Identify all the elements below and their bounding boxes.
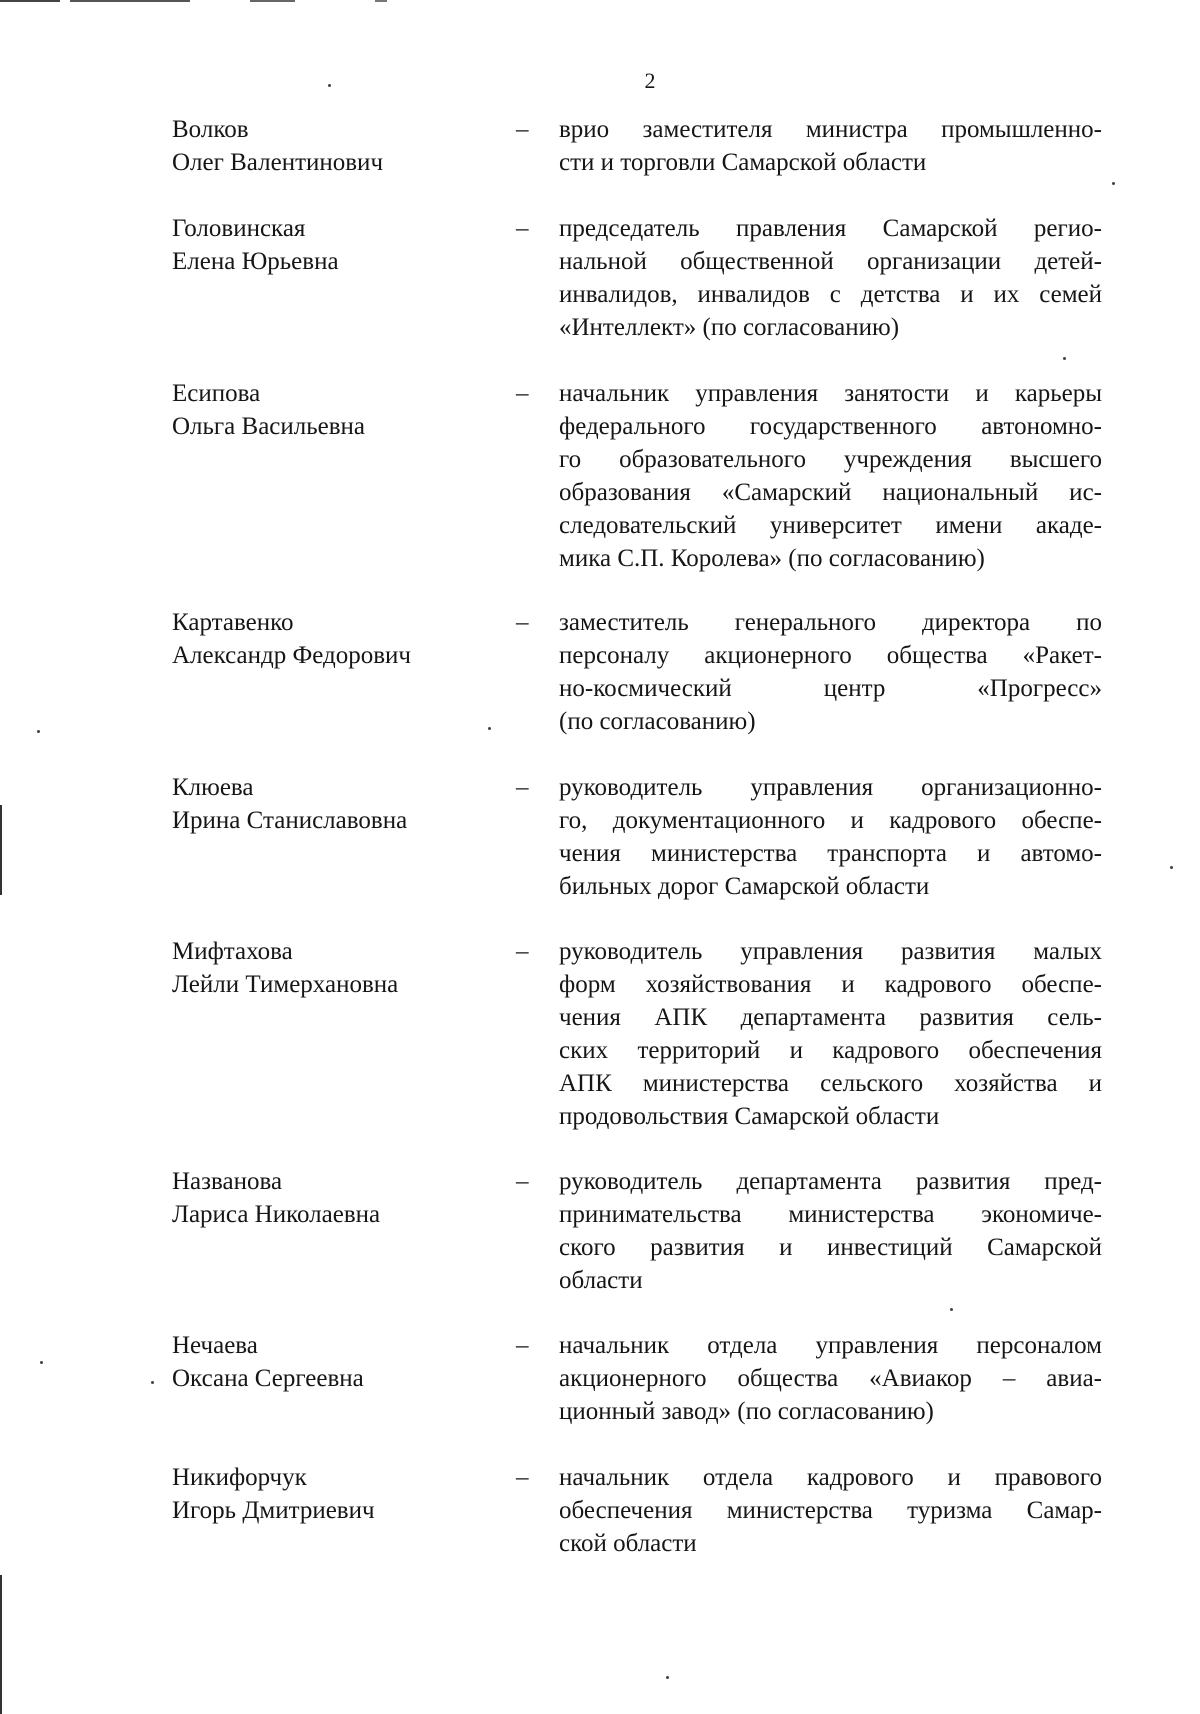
member-given-names: Лариса Николаевна (172, 1201, 381, 1228)
position-line: сти и торговли Самарской области (559, 149, 927, 176)
position-line: руководитель управления развития малых (559, 938, 1102, 965)
member-position (559, 1329, 1102, 1428)
separator-dash: – (516, 215, 529, 242)
scan-speck (40, 1361, 43, 1364)
position-line: но-космический центр «Прогресс» (559, 675, 1102, 702)
member-name (172, 1329, 492, 1395)
member-name (172, 1461, 492, 1527)
scan-edge-artifact (0, 805, 2, 895)
member-given-names: Александр Федорович (172, 642, 411, 669)
position-line: инвалидов, инвалидов с детства и их семей (559, 281, 1102, 308)
member-given-names: Оксана Сергеевна (172, 1365, 364, 1392)
position-line: следовательский университет имени акаде- (559, 512, 1102, 539)
position-line: образования «Самарский национальный ис- (559, 479, 1102, 506)
scan-speck (37, 730, 40, 733)
member-surname: Есипова (172, 380, 261, 407)
member-name (172, 377, 492, 443)
position-line: области (559, 1267, 643, 1294)
member-given-names: Елена Юрьевна (172, 248, 339, 275)
position-line: го образовательного учреждения высшего (559, 446, 1102, 473)
member-surname: Картавенко (172, 609, 294, 636)
position-line: начальник отдела управления персоналом (559, 1332, 1102, 1359)
member-given-names: Олег Валентинович (172, 149, 384, 176)
member-name (172, 935, 492, 1001)
position-line: го, документационного и кадрового обеспе- (559, 807, 1102, 834)
member-name (172, 113, 492, 179)
member-name (172, 1165, 492, 1231)
member-position (559, 935, 1102, 1133)
position-line: акционерного общества «Авиакор – авиа- (559, 1365, 1102, 1392)
position-line: ского развития и инвестиций Самарской (559, 1234, 1102, 1261)
separator-dash: – (516, 380, 529, 407)
scan-speck (488, 727, 491, 730)
position-line: «Интеллект» (по согласованию) (559, 314, 900, 341)
position-line: форм хозяйствования и кадрового обеспе- (559, 971, 1102, 998)
member-position (559, 113, 1102, 179)
member-given-names: Ольга Васильевна (172, 413, 366, 440)
position-line: продовольствия Самарской области (559, 1103, 940, 1130)
position-line: принимательства министерства экономиче- (559, 1201, 1102, 1228)
scan-speck (950, 1308, 953, 1311)
member-name (172, 212, 492, 278)
separator-dash: – (516, 116, 529, 143)
position-line: мика С.П. Королева» (по согласованию) (559, 545, 985, 572)
member-position (559, 377, 1102, 575)
member-surname: Волков (172, 116, 249, 143)
position-line: АПК министерства сельского хозяйства и (559, 1070, 1102, 1097)
scan-speck (666, 1676, 669, 1679)
member-surname: Названова (172, 1168, 283, 1195)
separator-dash: – (516, 1464, 529, 1491)
member-position (559, 1461, 1102, 1560)
scan-speck (1063, 357, 1066, 360)
member-name (172, 771, 492, 837)
separator-dash: – (516, 938, 529, 965)
member-position (559, 606, 1102, 738)
separator-dash: – (516, 609, 529, 636)
member-surname: Мифтахова (172, 938, 293, 965)
member-surname: Нечаева (172, 1332, 258, 1359)
position-line: нальной общественной организации детей- (559, 248, 1102, 275)
position-line: (по согласованию) (559, 708, 756, 735)
position-line: ских территорий и кадрового обеспечения (559, 1037, 1102, 1064)
position-line: ционный завод» (по согласованию) (559, 1398, 934, 1425)
position-line: начальник управления занятости и карьеры (559, 380, 1102, 407)
position-line: обеспечения министерства туризма Самар- (559, 1497, 1102, 1524)
member-given-names: Лейли Тимерхановна (172, 971, 399, 998)
position-line: заместитель генерального директора по (559, 609, 1102, 636)
separator-dash: – (516, 1332, 529, 1359)
member-name (172, 606, 492, 672)
position-line: чения АПК департамента развития сель- (559, 1004, 1102, 1031)
member-surname: Клюева (172, 774, 254, 801)
position-line: бильных дорог Самарской области (559, 873, 930, 900)
member-surname: Никифорчук (172, 1464, 307, 1491)
member-given-names: Ирина Станиславовна (172, 807, 408, 834)
position-line: врио заместителя министра промышленно- (559, 116, 1102, 143)
position-line: руководитель управления организационно- (559, 774, 1102, 801)
position-line: начальник отдела кадрового и правового (559, 1464, 1102, 1491)
page-number: 2 (644, 68, 656, 93)
scan-speck (1170, 866, 1173, 869)
member-position (559, 771, 1102, 903)
position-line: чения министерства транспорта и автомо- (559, 840, 1102, 867)
position-line: руководитель департамента развития пред- (559, 1168, 1102, 1195)
position-line: председатель правления Самарской регио- (559, 215, 1102, 242)
member-position (559, 1165, 1102, 1297)
scan-speck (1112, 182, 1115, 185)
separator-dash: – (516, 774, 529, 801)
position-line: федерального государственного автономно- (559, 413, 1102, 440)
member-position (559, 212, 1102, 344)
scan-edge-artifact (0, 0, 400, 2)
position-line: персоналу акционерного общества «Ракет- (559, 642, 1102, 669)
position-line: ской области (559, 1530, 697, 1557)
separator-dash: – (516, 1168, 529, 1195)
scan-edge-artifact (0, 1575, 2, 1714)
member-surname: Головинская (172, 215, 306, 242)
member-given-names: Игорь Дмитриевич (172, 1497, 375, 1524)
scan-speck (151, 1381, 154, 1384)
